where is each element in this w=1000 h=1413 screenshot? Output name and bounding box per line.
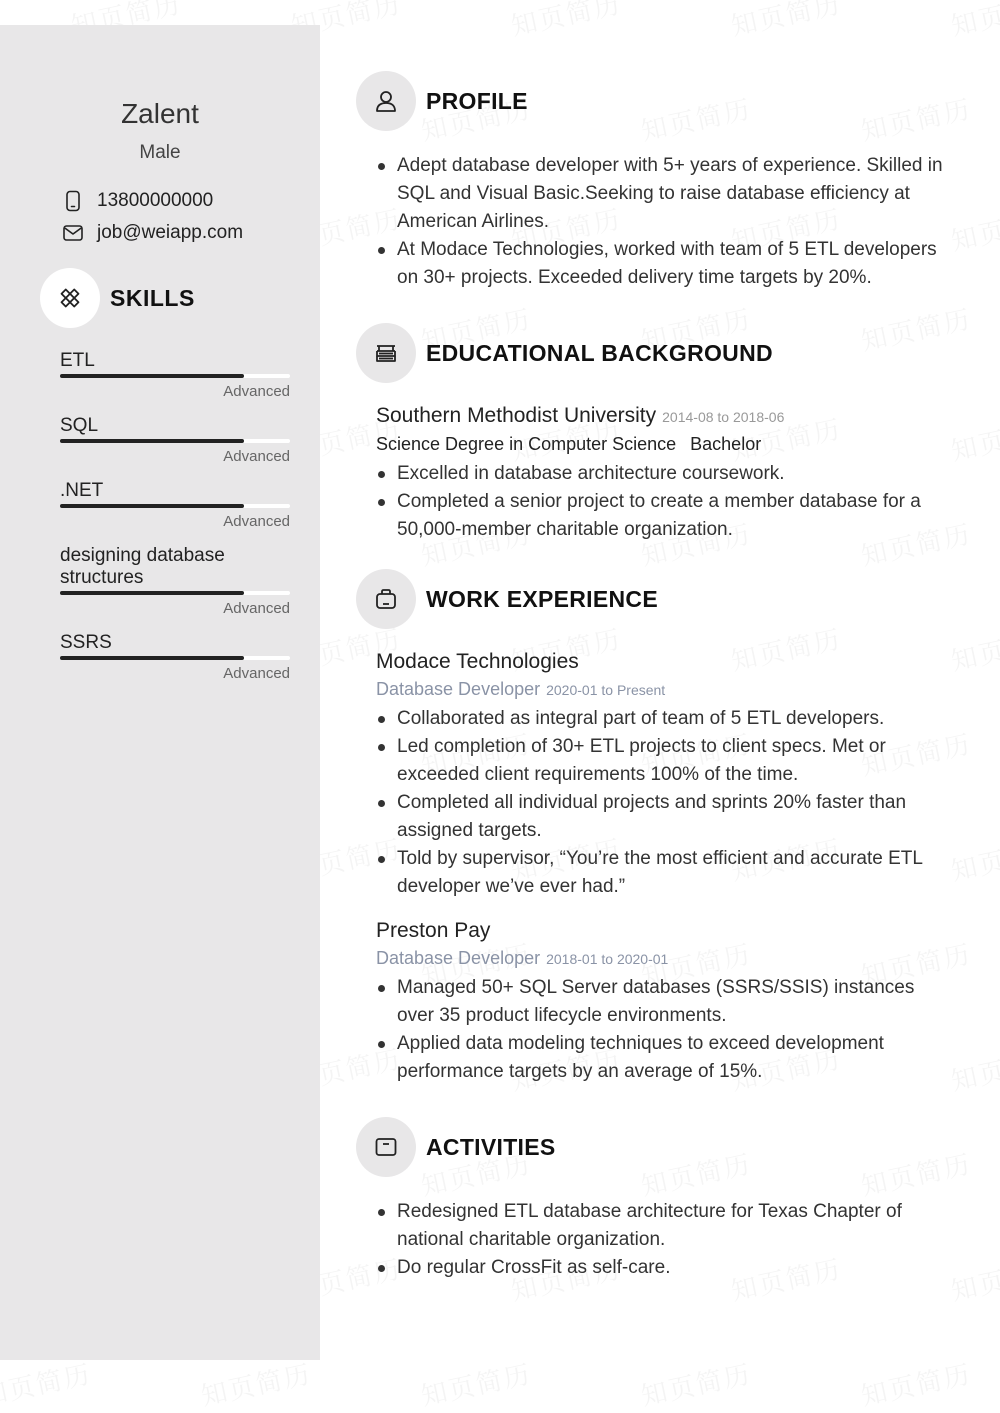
phone-icon (62, 190, 84, 212)
list-item: Redesigned ETL database architecture for Texas Chapter of national charitable organization. (376, 1198, 951, 1254)
job-dates: 2020-01 to Present (546, 682, 666, 698)
job-role: Database Developer (376, 948, 541, 968)
bag-icon (373, 586, 399, 612)
watermark-text (857, 1144, 974, 1203)
profile-icon-circle (356, 71, 416, 131)
list-item: Managed 50+ SQL Server databases (SSRS/SSIS) instances over 35 product lifecycle environments. (376, 974, 951, 1030)
work-title: WORK EXPERIENCE (426, 585, 658, 612)
skill-bar-fill (60, 374, 244, 378)
skill-name: SSRS (60, 632, 112, 653)
activities-list (376, 1198, 951, 1282)
skills-header (40, 268, 195, 328)
sidebar (0, 25, 320, 1360)
watermark-text (727, 0, 844, 43)
job-list (376, 974, 951, 1086)
skills-icon-circle (40, 268, 100, 328)
skill-level: Advanced (223, 600, 290, 617)
watermark-text (0, 1354, 95, 1413)
email-address: job@weiapp.com (97, 222, 244, 243)
skill-bar-track (60, 591, 290, 595)
watermark-text (857, 299, 974, 358)
watermark-text (417, 1354, 534, 1413)
skills-title: SKILLS (110, 284, 195, 311)
skill-name: SQL (60, 415, 99, 436)
skill-name: designing database structures (60, 545, 225, 588)
box-icon (373, 1134, 399, 1160)
skill-item (60, 545, 290, 617)
skill-level: Advanced (223, 448, 290, 465)
job-list (376, 705, 951, 901)
skill-bar-fill (60, 591, 244, 595)
skill-item (60, 350, 290, 400)
activities-icon-circle (356, 1117, 416, 1177)
degree-level: Bachelor (690, 434, 762, 454)
watermark-text (947, 1039, 1000, 1098)
work-icon-circle (356, 569, 416, 629)
watermark-text (507, 0, 624, 43)
skill-item (60, 632, 290, 682)
watermark-text (947, 199, 1000, 258)
watermark-text (947, 619, 1000, 678)
skill-item (60, 415, 290, 465)
skill-bar-track (60, 504, 290, 508)
list-item: Collaborated as integral part of team of 5 ETL developers. (376, 705, 951, 733)
job-dates: 2018-01 to 2020-01 (546, 951, 669, 967)
list-item: At Modace Technologies, worked with team of 5 ETL developers on 30+ projects. Exceeded delivery time targets by 20%. (376, 236, 951, 292)
education-list (376, 460, 951, 544)
education-header (356, 323, 773, 383)
list-item: Completed a senior project to create a member database for a 50,000-member charitable organization. (376, 488, 951, 544)
work-header (356, 569, 658, 629)
skill-bar-fill (60, 439, 244, 443)
skill-name: .NET (60, 480, 104, 501)
contact-email (62, 220, 243, 246)
pencil-ruler-icon (57, 285, 83, 311)
watermark-text (857, 89, 974, 148)
skill-bar-fill (60, 504, 244, 508)
list-item: Told by supervisor, “You’re the most efficient and accurate ETL developer we’ve ever had.” (376, 845, 951, 901)
skill-level: Advanced (223, 383, 290, 400)
skill-item (60, 480, 290, 530)
skill-bar-track (60, 439, 290, 443)
company-name: Modace Technologies (376, 650, 579, 673)
candidate-name: Zalent (121, 98, 199, 129)
education-dates: 2014-08 to 2018-06 (662, 409, 785, 425)
watermark-text (197, 1354, 314, 1413)
list-item: Completed all individual projects and sprints 20% faster than assigned targets. (376, 789, 951, 845)
profile-title: PROFILE (426, 87, 528, 114)
watermark-text (947, 1249, 1000, 1308)
watermark-text (637, 1144, 754, 1203)
school-name: Southern Methodist University (376, 404, 657, 427)
phone-number: 13800000000 (97, 190, 214, 211)
watermark-text (727, 619, 844, 678)
job-role: Database Developer (376, 679, 541, 699)
watermark-text (947, 0, 1000, 43)
list-item: Do regular CrossFit as self-care. (376, 1254, 951, 1282)
skill-level: Advanced (223, 513, 290, 530)
candidate-gender: Male (139, 142, 181, 163)
contact-phone (62, 188, 213, 214)
list-item: Excelled in database architecture coursework. (376, 460, 951, 488)
skill-bar-fill (60, 656, 244, 660)
list-item: Adept database developer with 5+ years of experience. Skilled in SQL and Visual Basic.Seeking to raise database efficiency at American Airlines. (376, 152, 951, 236)
list-item: Applied data modeling techniques to exceed development performance targets by an average of 15%. (376, 1030, 951, 1086)
skill-name: ETL (60, 350, 95, 371)
books-icon (373, 340, 399, 366)
role-line (376, 948, 668, 969)
education-title: EDUCATIONAL BACKGROUND (426, 339, 773, 366)
list-item: Led completion of 30+ ETL projects to client specs. Met or exceeded client requirements 100% of the time. (376, 733, 951, 789)
person-icon (373, 88, 399, 114)
activities-header (356, 1117, 556, 1177)
watermark-text (947, 409, 1000, 468)
watermark-text (637, 89, 754, 148)
role-line (376, 679, 665, 700)
profile-header (356, 71, 528, 131)
degree-line (376, 434, 761, 455)
skill-bar-track (60, 656, 290, 660)
company-name: Preston Pay (376, 919, 491, 942)
activities-title: ACTIVITIES (426, 1133, 556, 1160)
watermark-text (637, 1354, 754, 1413)
profile-list (376, 152, 951, 292)
degree-name: Science Degree in Computer Science (376, 434, 677, 454)
watermark-text (947, 829, 1000, 888)
skill-level: Advanced (223, 665, 290, 682)
skill-bar-track (60, 374, 290, 378)
education-icon-circle (356, 323, 416, 383)
school-line (376, 404, 784, 428)
envelope-icon (62, 222, 84, 244)
watermark-text (857, 1354, 974, 1413)
